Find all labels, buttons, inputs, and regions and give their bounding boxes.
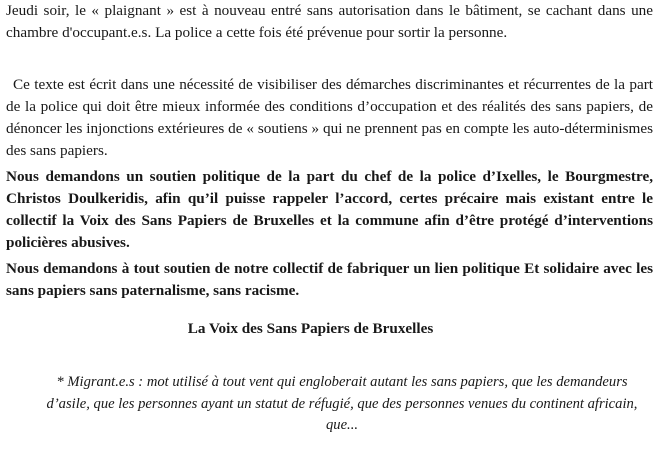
footnote-migrants-definition: * Migrant.e.s : mot utilisé à tout vent qui engloberait autant les sans papiers, que les demandeurs d’asile, que les personnes ayant un statut de réfugié, que des personnes venues du continent africain, que... [46,374,638,433]
paragraph-purpose: Ce texte est écrit dans une nécessité de visibiliser des démarches discriminantes et récurrentes de la part de la police qui doit être mieux informée des conditions d’occupation et des réalités des sans papiers, de dénoncer les injonctions extérieures de « soutiens » qui ne prennent pas en compte les auto-déterminismes des sans papiers. [6,76,653,159]
paragraph-demand-solidarity: Nous demandons à tout soutien de notre collectif de fabriquer un lien politique Et solidaire avec les sans papiers sans paternalisme, sans racisme. [6,260,653,299]
paragraph-incident: Jeudi soir, le « plaignant » est à nouveau entré sans autorisation dans le bâtiment, se cachant dans une chambre d'occupant.e.s. La police a cette fois été prévenue pour sortir la personne. [6,2,653,41]
signature-collective-name: La Voix des Sans Papiers de Bruxelles [187,320,434,337]
paragraph-demand-political-support: Nous demandons un soutien politique de la part du chef de la police d’Ixelles, le Bourgmestre, Christos Doulkeridis, afin qu’il puisse rappeler l’accord, certes précaire mais existant entre le collectif la Voix des Sans Papiers de Bruxelles et la commune afin d’être protégé d’interventions policières abusives. [6,168,653,251]
